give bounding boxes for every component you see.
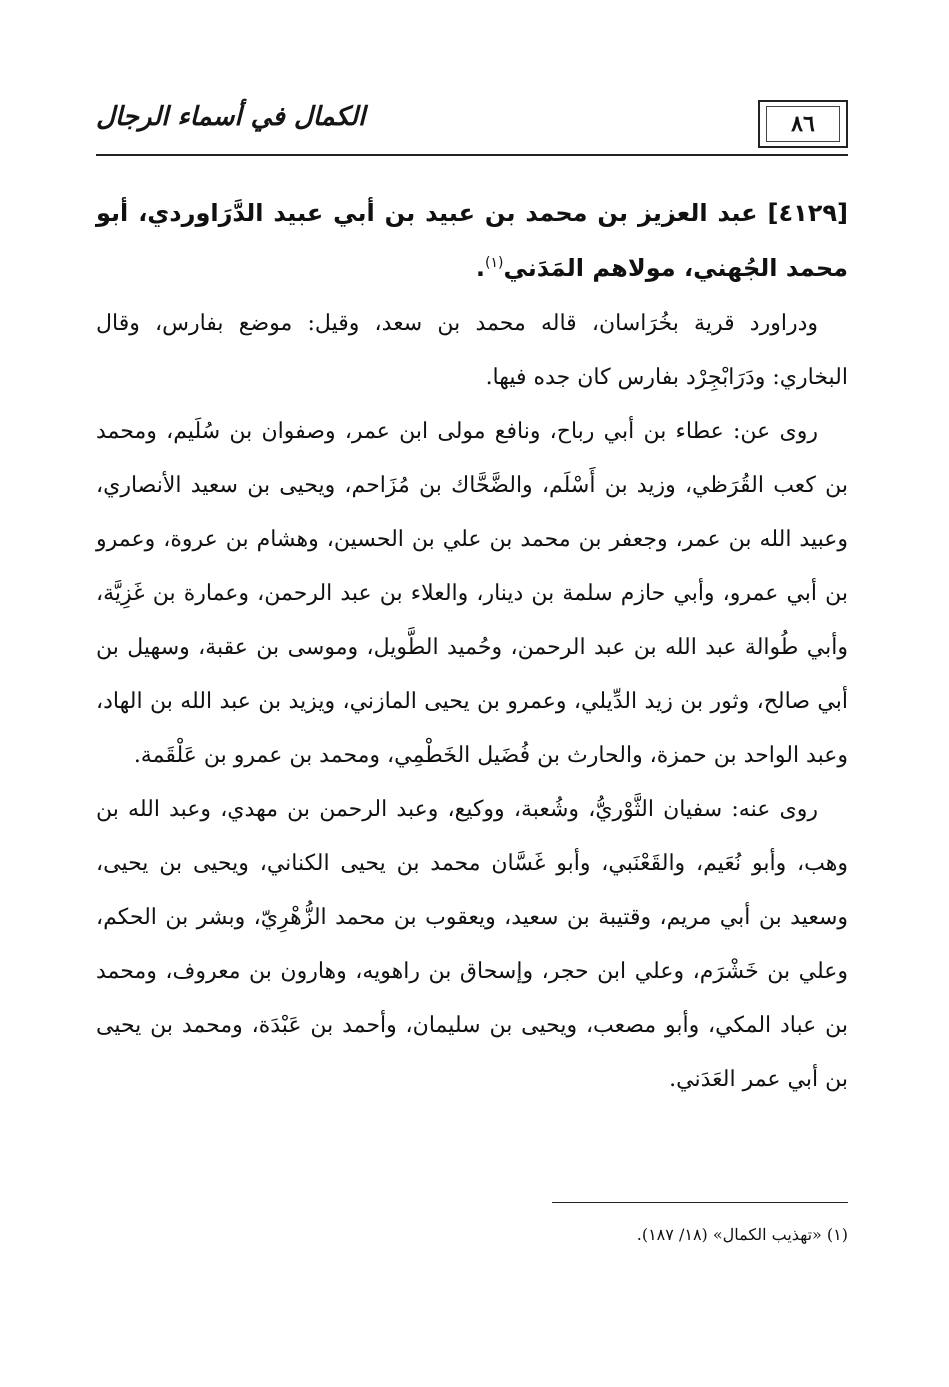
entry-heading [96,188,848,293]
paragraph-narrated-by: روى عنه: سفيان الثَّوْريُّ، وشُعبة، ووكيع، وعبد الرحمن بن مهدي، وعبد الله بن وهب، وأبو نُعَيم، والقَعْنَبي، وأبو غَسَّان محمد بن يحيى الكناني، ويحيى بن يحيى، وسعيد بن أبي مريم، وقتيبة بن سعيد، ويعقوب بن محمد الزُّهْرِيّ، وبشر بن الحكم، وعلي بن خَشْرَم، وعلي ابن حجر، وإسحاق بن راهويه، وهارون بن معروف، ومحمد بن عباد المكي، وأبو مصعب، ويحيى بن سليمان، وأحمد بن عَبْدَة، ومحمد بن يحيى بن أبي عمر العَدَني. [96,797,849,1092]
entry-heading-end: . [475,254,486,282]
paragraph-narrated-from: روى عن: عطاء بن أبي رباح، ونافع مولى ابن عمر، وصفوان بن سُلَيم، ومحمد بن كعب القُرَظي، وزيد بن أَسْلَم، والضَّحَّاك بن مُزَاحم، ويحيى بن سعيد الأنصاري، وعبيد الله بن عمر، وجعفر بن محمد بن علي بن الحسين، وهشام بن عروة، وعمرو بن أبي عمرو، وأبي حازم سلمة بن دينار، والعلاء بن عبد الرحمن، وعمارة بن غَزِيَّة، وأبي طُوالة عبد الله بن عبد الرحمن، وحُميد الطَّويل، وموسى بن عقبة، وسهيل بن أبي صالح، وثور بن زيد الدِّيلي، وعمرو بن يحيى المازني، ويزيد بن عبد الله بن الهاد، وعبد الواحد بن حمزة، والحارث بن فُضَيل الخَطْمِي، ومحمد بن عمرو بن عَلْقَمة. [96,419,848,768]
header-divider [96,154,848,156]
running-title: الكمال في أسماء الرجال [96,102,366,132]
entry-heading-text: [٤١٢٩] عبد العزيز بن محمد بن عبيد بن أبي عبيد الدَّرَاوردي، أبو محمد الجُهني، مولاهم المَدَني [96,199,848,282]
page-header [96,94,848,156]
footnote-marker: (١) [485,255,504,271]
footnote-divider [552,1202,848,1203]
main-text [96,188,848,1107]
page-number-box [758,100,848,148]
footnote: (١) «تهذيب الكمال» (١٨/ ١٨٧). [636,1225,848,1244]
page-number: ٨٦ [791,111,815,137]
paragraph-origin: ودراورد قرية بخُرَاسان، قاله محمد بن سعد، وقيل: موضع بفارس، وقال البخاري: ودَرَابْجِرْد بفارس كان جده فيها. [96,311,848,390]
